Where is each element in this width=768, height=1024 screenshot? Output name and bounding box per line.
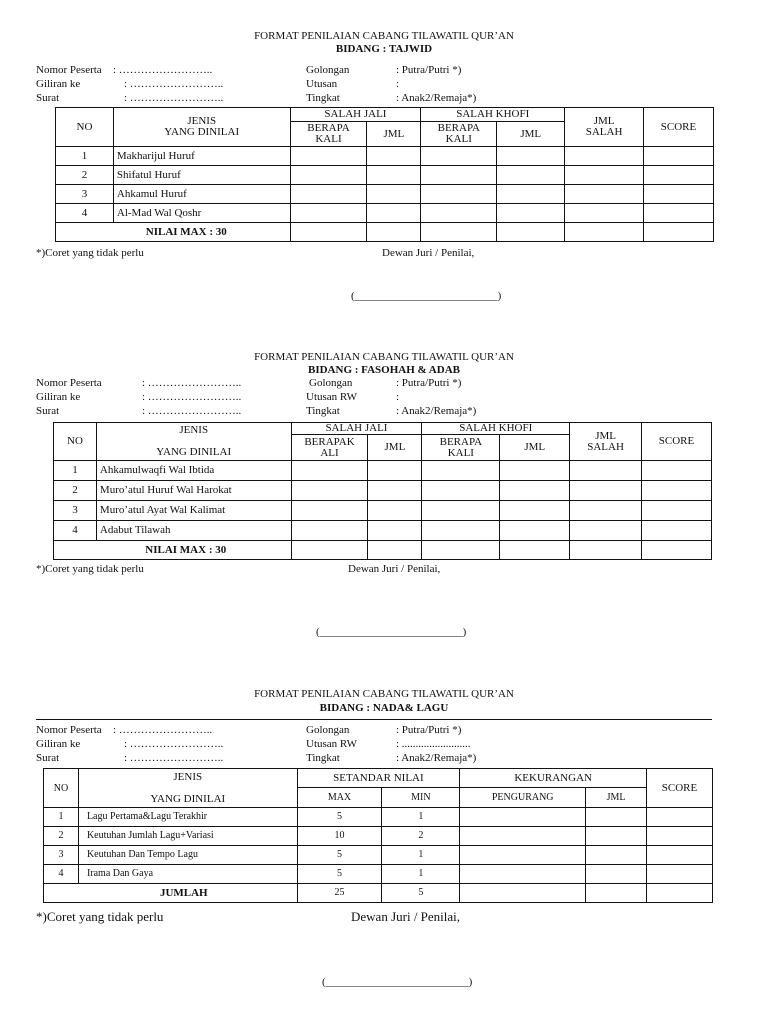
row-name: Adabut Tilawah [96,521,291,541]
golongan-field[interactable]: : Putra/Putri *) [396,64,462,76]
row-name: Irama Dan Gaya [78,865,297,884]
giliran-field[interactable]: : …………………….. [124,78,224,90]
input-cell[interactable] [565,204,644,223]
signature-line[interactable]: (__________________________) [322,976,473,988]
dewan-juri-label: Dewan Juri / Penilai, [382,247,475,259]
header-jenis-line1: JENIS [187,115,217,127]
nomor-peserta-label: Nomor Peserta [36,377,102,389]
header-jml-salah-line2: SALAH [585,126,623,138]
input-cell[interactable] [647,884,713,903]
row-max: 5 [297,846,382,865]
row-max: 5 [297,865,382,884]
input-cell[interactable] [422,481,500,501]
input-cell[interactable] [497,147,565,166]
row-no: 2 [44,827,79,846]
input-cell[interactable] [570,521,642,541]
header-berapa-line1: BERAPA [307,122,350,134]
header-no: NO [44,769,79,808]
input-cell[interactable] [570,461,642,481]
input-cell[interactable] [586,808,647,827]
tingkat-label: Tingkat [306,752,340,764]
input-cell[interactable] [647,846,713,865]
header-berapa-line2: KALI [447,446,474,459]
header-jenis [96,423,291,461]
giliran-field[interactable]: : …………………….. [124,738,224,750]
input-cell[interactable] [290,147,367,166]
header-berapak-ali-jali [291,435,368,461]
row-no: 4 [56,204,114,223]
coret-note: *)Coret yang tidak perlu [36,909,164,924]
header-jenis-line2: YANG DINILAI [164,126,240,138]
table-row [54,461,712,481]
input-cell[interactable] [421,204,497,223]
nomor-peserta-field[interactable]: : …………………….. [113,64,213,76]
input-cell[interactable] [565,147,644,166]
form-title: FORMAT PENILAIAN CABANG TILAWATIL QUR’AN [254,30,514,42]
header-salah-jali: SALAH JALI [290,108,421,122]
nomor-peserta-field[interactable]: : …………………….. [142,377,242,389]
golongan-field[interactable]: : Putra/Putri *) [396,724,462,736]
input-cell[interactable] [500,521,570,541]
header-berapa-line2: KALI [445,133,472,145]
golongan-label: Golongan [306,724,350,736]
row-min: 1 [382,865,460,884]
signature-line[interactable]: (__________________________) [316,626,467,638]
row-max: 5 [297,808,382,827]
input-cell[interactable] [565,166,644,185]
row-name: Lagu Pertama&Lagu Terakhir [78,808,297,827]
input-cell[interactable] [290,166,367,185]
input-cell[interactable] [291,521,368,541]
row-no: 1 [44,808,79,827]
input-cell[interactable] [367,147,421,166]
header-berapa-kali-jali [290,122,367,147]
header-jml-salah [570,423,642,461]
row-no: 4 [54,521,97,541]
table-row [54,481,712,501]
utusan-label: Utusan RW [306,738,358,750]
input-cell[interactable] [460,808,586,827]
nilai-max: NILAI MAX : 30 [54,541,292,560]
table-row [56,185,714,204]
input-cell[interactable] [497,204,565,223]
row-name: Makharijul Huruf [113,147,290,166]
input-cell[interactable] [290,204,367,223]
header-jenis [113,108,290,147]
header-jenis-line2: YANG DINILAI [156,446,232,458]
input-cell[interactable] [460,884,586,903]
tingkat-field[interactable]: : Anak2/Remaja*) [396,92,477,104]
header-berapak-line1: BERAPAK [304,435,355,448]
input-cell[interactable] [422,541,500,560]
input-cell[interactable] [500,481,570,501]
signature-line[interactable]: (__________________________) [351,290,502,302]
input-cell[interactable] [586,865,647,884]
input-cell[interactable] [422,461,500,481]
form-bidang: BIDANG : TAJWID [335,43,433,55]
coret-note: *)Coret yang tidak perlu [36,563,144,575]
table-row [44,865,713,884]
input-cell[interactable] [647,827,713,846]
input-cell[interactable] [460,865,586,884]
form-title: FORMAT PENILAIAN CABANG TILAWATIL QUR’AN [254,688,514,700]
row-no: 2 [56,166,114,185]
nomor-peserta-label: Nomor Peserta [36,64,102,76]
input-cell[interactable] [367,204,421,223]
jumlah-label: JUMLAH [44,884,298,903]
input-cell[interactable] [570,541,642,560]
input-cell[interactable] [368,461,422,481]
input-cell[interactable] [422,501,500,521]
header-jml-salah-line2: SALAH [587,440,624,453]
input-cell[interactable] [368,501,422,521]
row-name: Ahkamul Huruf [113,185,290,204]
row-no: 3 [56,185,114,204]
surat-label: Surat [36,405,60,417]
input-cell[interactable] [460,846,586,865]
header-berapa-kali-khofi [421,122,497,147]
input-cell[interactable] [368,541,422,560]
utusan-field[interactable]: : ......................... [396,738,471,750]
tingkat-label: Tingkat [306,405,340,417]
input-cell[interactable] [290,185,367,204]
header-jenis-line1: JENIS [173,770,203,783]
header-berapa-line2: KALI [315,133,342,145]
table-row [54,521,712,541]
coret-note: *)Coret yang tidak perlu [36,247,144,259]
table-row [44,808,713,827]
input-cell[interactable] [500,541,570,560]
row-no: 3 [44,846,79,865]
header-salah-jali: SALAH JALI [291,423,422,435]
header-jml-salah-line1: JML [595,429,616,442]
input-cell[interactable] [291,501,368,521]
score-table-tajwid [55,107,714,242]
table-row [54,501,712,521]
input-cell[interactable] [367,223,421,242]
tingkat-field[interactable]: : Anak2/Remaja*) [396,752,477,764]
header-setandar-nilai: SETANDAR NILAI [297,769,460,788]
header-jml-khofi: JML [500,435,570,461]
row-name: Muro’atul Ayat Wal Kalimat [96,501,291,521]
row-no: 3 [54,501,97,521]
input-cell[interactable] [422,521,500,541]
score-table-nada [43,768,713,903]
golongan-label: Golongan [309,377,353,389]
row-no: 1 [56,147,114,166]
giliran-label: Giliran ke [36,738,81,750]
row-no: 2 [54,481,97,501]
input-cell[interactable] [421,185,497,204]
header-jml-jali: JML [367,122,421,147]
golongan-field[interactable]: : Putra/Putri *) [396,377,462,389]
utusan-field[interactable]: : [396,78,400,90]
input-cell[interactable] [367,166,421,185]
giliran-field[interactable]: : …………………….. [142,391,242,403]
row-name: Keutuhan Jumlah Lagu+Variasi [78,827,297,846]
input-cell[interactable] [644,147,714,166]
header-salah-khofi: SALAH KHOFI [422,423,570,435]
header-pengurang: PENGURANG [460,788,586,808]
giliran-label: Giliran ke [36,78,81,90]
header-kekurangan: KEKURANGAN [460,769,647,788]
input-cell[interactable] [565,223,644,242]
table-row [56,204,714,223]
jumlah-max: 25 [297,884,382,903]
input-cell[interactable] [586,846,647,865]
input-cell[interactable] [497,166,565,185]
input-cell[interactable] [642,481,712,501]
utusan-field[interactable]: : [396,391,400,403]
nomor-peserta-label: Nomor Peserta [36,724,102,736]
input-cell[interactable] [497,185,565,204]
input-cell[interactable] [644,166,714,185]
tingkat-field[interactable]: : Anak2/Remaja*) [396,405,477,417]
header-salah-khofi: SALAH KHOFI [421,108,565,122]
total-row [44,884,713,903]
header-jml-jali: JML [368,435,422,461]
input-cell[interactable] [644,204,714,223]
surat-field[interactable]: : …………………….. [124,752,224,764]
row-min: 1 [382,808,460,827]
input-cell[interactable] [290,223,367,242]
golongan-label: Golongan [306,64,350,76]
input-cell[interactable] [291,541,368,560]
table-row [56,166,714,185]
form-title: FORMAT PENILAIAN CABANG TILAWATIL QUR’AN [254,351,514,363]
table-row [44,846,713,865]
row-name: Ahkamulwaqfi Wal Ibtida [96,461,291,481]
input-cell[interactable] [460,827,586,846]
input-cell[interactable] [497,223,565,242]
header-berapa-line1: BERAPA [439,435,483,448]
form-bidang: BIDANG : NADA& LAGU [319,702,449,714]
header-score: SCORE [647,769,713,808]
header-rule [36,719,712,720]
header-jml-salah [565,108,644,147]
surat-field[interactable]: : …………………….. [124,92,224,104]
header-score: SCORE [644,108,714,147]
header-no: NO [56,108,114,147]
input-cell[interactable] [367,185,421,204]
row-name: Al-Mad Wal Qoshr [113,204,290,223]
input-cell[interactable] [647,865,713,884]
header-min: MIN [382,788,460,808]
dewan-juri-label: Dewan Juri / Penilai, [348,563,441,575]
row-name: Keutuhan Dan Tempo Lagu [78,846,297,865]
header-no: NO [54,423,97,461]
header-jml-salah-line1: JML [593,115,615,127]
utusan-label: Utusan RW [306,391,358,403]
input-cell[interactable] [368,481,422,501]
input-cell[interactable] [647,808,713,827]
surat-label: Surat [36,92,60,104]
header-jml-khofi: JML [497,122,565,147]
input-cell[interactable] [421,147,497,166]
surat-field[interactable]: : …………………….. [142,405,242,417]
input-cell[interactable] [291,461,368,481]
input-cell[interactable] [500,461,570,481]
header-jenis [78,769,297,808]
row-max: 10 [297,827,382,846]
row-min: 1 [382,846,460,865]
header-berapak-line2: ALI [320,446,339,459]
input-cell[interactable] [565,185,644,204]
input-cell[interactable] [570,481,642,501]
row-name: Shifatul Huruf [113,166,290,185]
input-cell[interactable] [368,521,422,541]
form-bidang: BIDANG : FASOHAH & ADAB [308,364,460,376]
giliran-label: Giliran ke [36,391,81,403]
table-row [56,147,714,166]
input-cell[interactable] [642,461,712,481]
surat-label: Surat [36,752,60,764]
input-cell[interactable] [642,501,712,521]
nomor-peserta-field[interactable]: : …………………….. [113,724,213,736]
header-jenis-line2: YANG DINILAI [150,792,226,805]
input-cell[interactable] [421,223,497,242]
input-cell[interactable] [644,223,714,242]
input-cell[interactable] [642,541,712,560]
score-table-fasohah [53,422,712,560]
input-cell[interactable] [642,521,712,541]
tingkat-label: Tingkat [306,92,340,104]
input-cell[interactable] [500,501,570,521]
row-no: 1 [54,461,97,481]
total-row [56,223,714,242]
header-max: MAX [297,788,382,808]
utusan-label: Utusan [306,78,338,90]
jumlah-min: 5 [382,884,460,903]
total-row [54,541,712,560]
header-berapa-kali-khofi [422,435,500,461]
input-cell[interactable] [570,501,642,521]
header-jenis-line1: JENIS [179,424,209,436]
row-min: 2 [382,827,460,846]
nilai-max: NILAI MAX : 30 [56,223,291,242]
header-berapa-line1: BERAPA [437,122,480,134]
input-cell[interactable] [421,166,497,185]
dewan-juri-label: Dewan Juri / Penilai, [351,909,461,924]
table-row [44,827,713,846]
input-cell[interactable] [586,884,647,903]
input-cell[interactable] [644,185,714,204]
row-name: Muro’atul Huruf Wal Harokat [96,481,291,501]
header-score: SCORE [642,423,712,461]
header-jml: JML [586,788,647,808]
input-cell[interactable] [586,827,647,846]
row-no: 4 [44,865,79,884]
input-cell[interactable] [291,481,368,501]
